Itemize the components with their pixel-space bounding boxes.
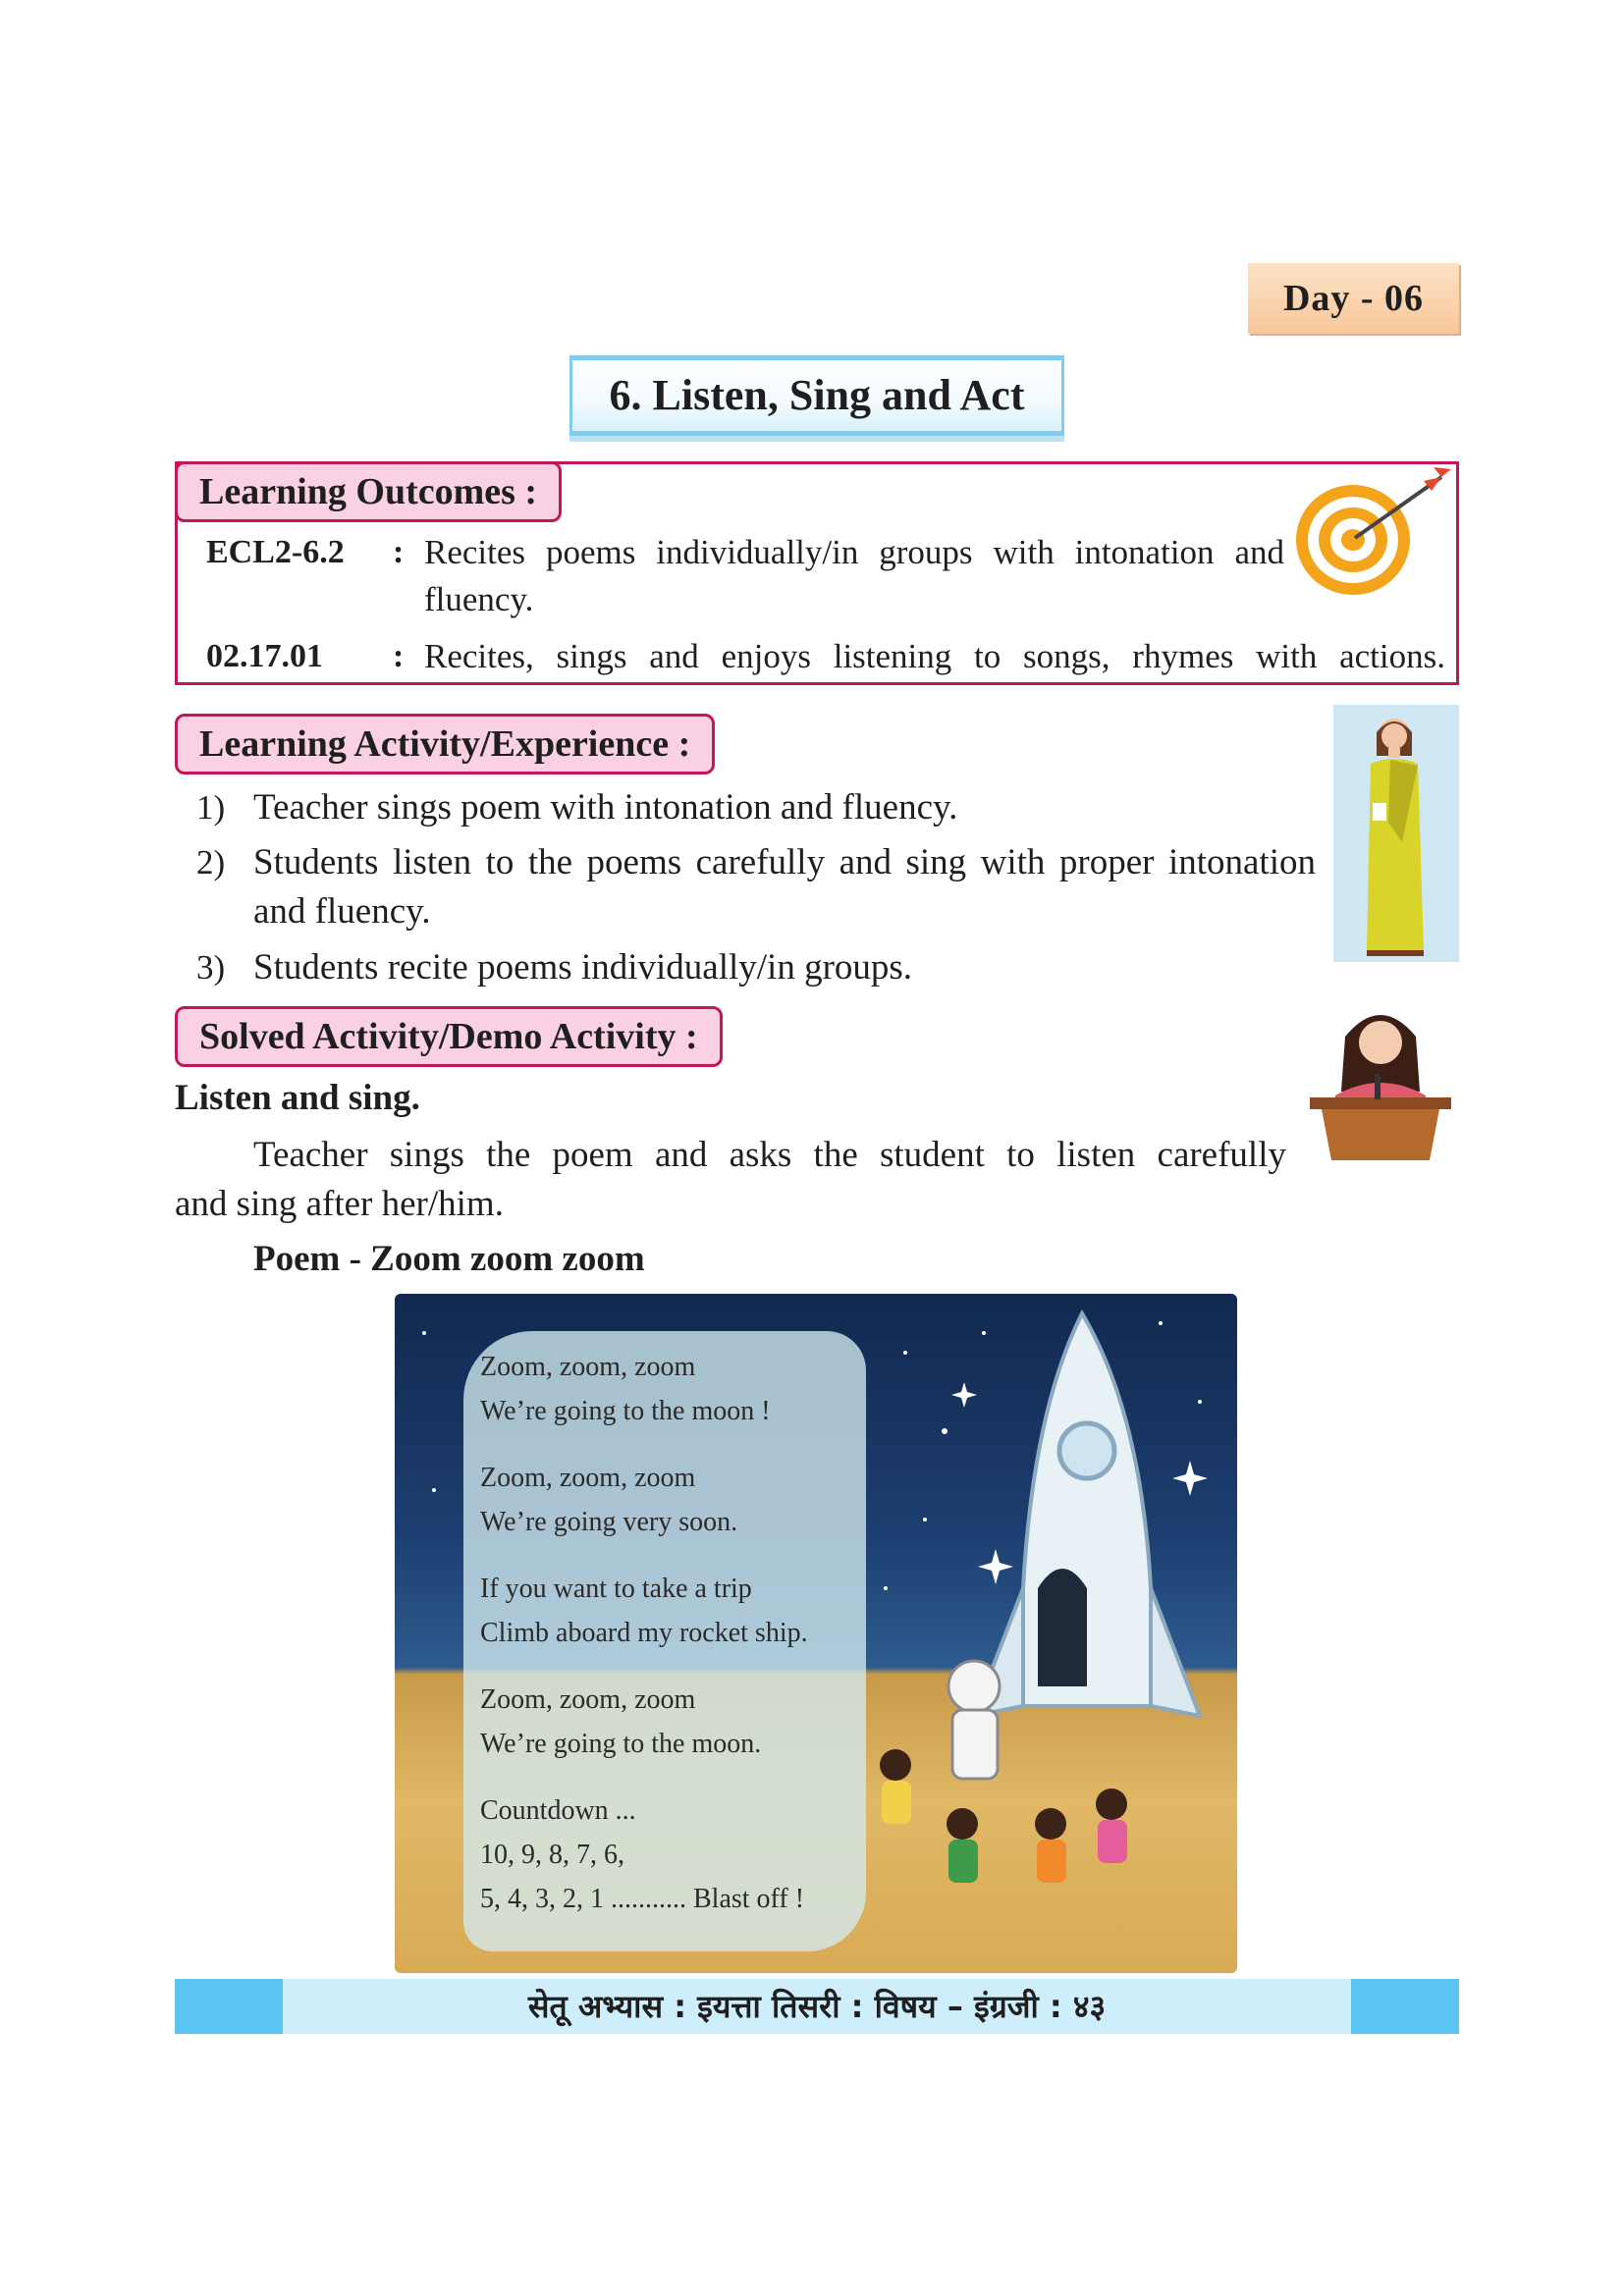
list-number: 3): [196, 948, 226, 987]
footer-text: सेतू अभ्यास : इयत्ता तिसरी : विषय – इंग्रजी : ४३: [527, 1988, 1107, 2025]
poem-line: We’re going very soon.: [480, 1507, 738, 1537]
list-number: 1): [196, 788, 226, 827]
list-item-text-cont: and fluency.: [253, 891, 431, 932]
list-number: 2): [196, 843, 226, 881]
footer-right-block: [1351, 1979, 1459, 2034]
outcome-text: Recites poems individually/in groups with intonation and: [424, 533, 1284, 571]
day-badge: [1248, 263, 1459, 334]
poem-lines: [480, 1345, 863, 1921]
outcome-text-cont: fluency.: [424, 580, 534, 618]
activity-subheading: Listen and sing.: [175, 1078, 420, 1118]
target-icon: [1294, 463, 1461, 601]
poem-line: Countdown ...: [480, 1795, 636, 1826]
footer-bar: [175, 1979, 1459, 2034]
learning-activity-heading: Learning Activity/Experience :: [175, 714, 715, 774]
list-item-text: Teacher sings poem with intonation and fluency.: [253, 787, 958, 828]
outcome-colon: :: [393, 638, 405, 674]
outcome-code: 02.17.01: [206, 638, 323, 674]
list-item-text: Students listen to the poems carefully and sing with proper intonation: [253, 842, 1316, 882]
teacher-illustration: [1333, 705, 1459, 962]
poem-line: Zoom, zoom, zoom: [480, 1352, 696, 1382]
poem-line: We’re going to the moon.: [480, 1729, 762, 1759]
outcome-colon: :: [393, 534, 405, 570]
solved-activity-heading: Solved Activity/Demo Activity :: [175, 1006, 723, 1067]
poem-line: We’re going to the moon !: [480, 1396, 771, 1426]
instruction-text: Teacher sings the poem and asks the student to listen carefully: [253, 1135, 1286, 1175]
poem-line: If you want to take a trip: [480, 1574, 752, 1604]
poem-line: 10, 9, 8, 7, 6,: [480, 1840, 624, 1870]
footer-left-block: [175, 1979, 283, 2034]
outcome-code: ECL2-6.2: [206, 534, 345, 570]
poem-line: Climb aboard my rocket ship.: [480, 1618, 808, 1648]
list-item-text: Students recite poems individually/in groups.: [253, 947, 913, 988]
learning-outcomes-heading: Learning Outcomes :: [175, 461, 562, 522]
poem-line: Zoom, zoom, zoom: [480, 1463, 696, 1493]
outcome-text: Recites, sings and enjoys listening to songs, rhymes with actions.: [424, 637, 1445, 675]
speaker-podium-illustration: [1302, 997, 1459, 1160]
page-title: 6. Listen, Sing and Act: [569, 355, 1064, 436]
poem-line: Zoom, zoom, zoom: [480, 1684, 696, 1715]
day-badge-text: Day - 06: [1282, 278, 1425, 319]
poem-line: 5, 4, 3, 2, 1 ........... Blast off !: [480, 1884, 805, 1914]
instruction-text-cont: and sing after her/him.: [175, 1184, 504, 1224]
poem-title: Poem - Zoom zoom zoom: [253, 1239, 645, 1279]
poem-illustration: [395, 1294, 1237, 1973]
